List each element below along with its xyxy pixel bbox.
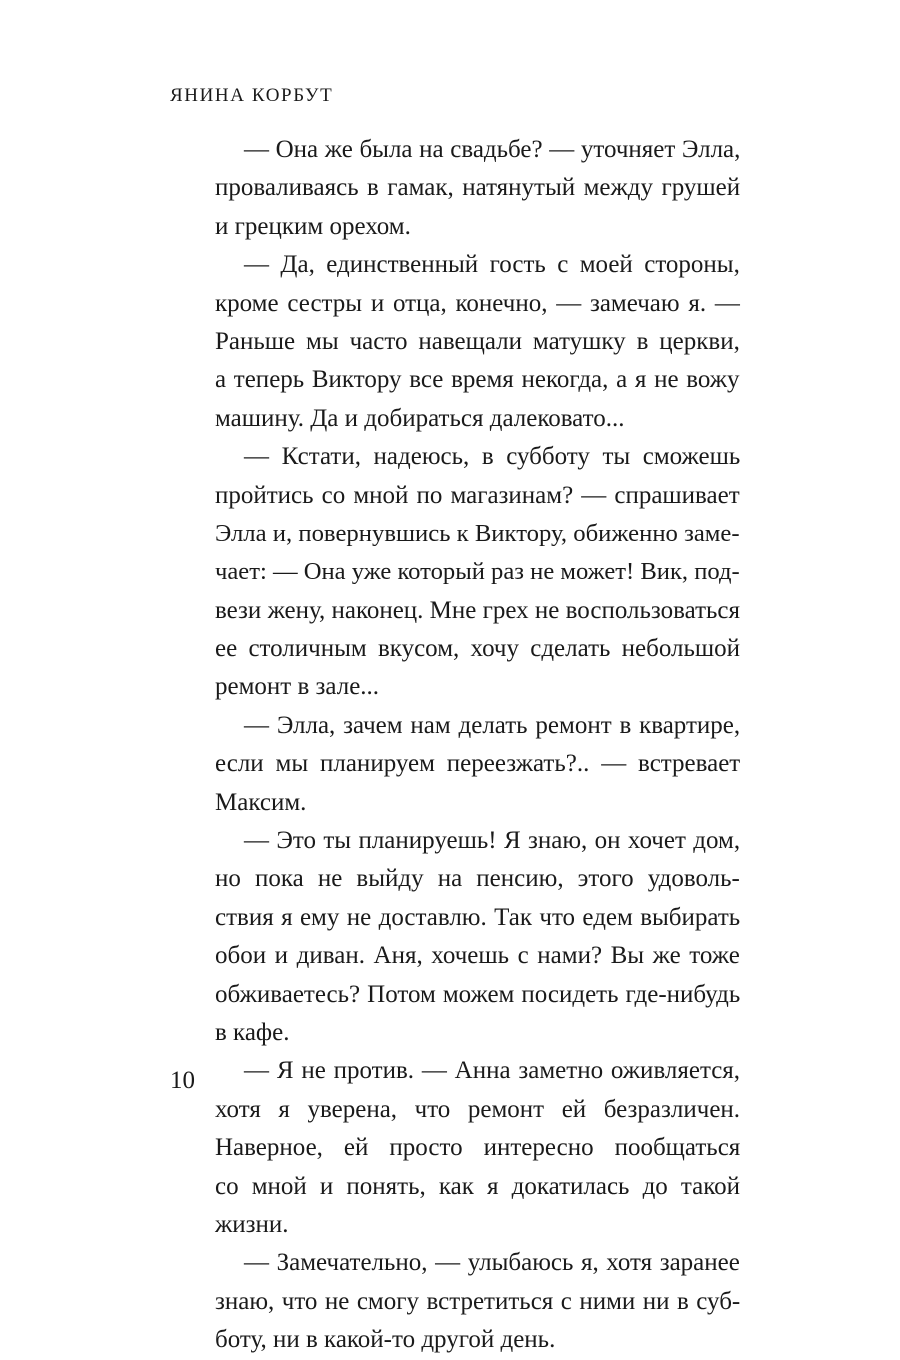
text-line: если мы планируем переезжать?.. — встревает (215, 750, 741, 778)
text-line: машину. Да и добираться далековато... (215, 404, 625, 432)
text-line: Максим. (215, 788, 307, 816)
text-line: — Она же была на свадьбе? — уточняет Элла, (244, 136, 741, 163)
text-line: — Да, единственный гость с моей стороны, (244, 251, 740, 279)
running-head: ЯНИНА КОРБУТ (170, 85, 334, 106)
text-line: кроме сестры и отца, конечно, — замечаю я. — (215, 289, 740, 317)
text-line: и грецким орехом. (215, 212, 411, 240)
text-line: но пока не выйду на пенсию, этого удоволь- (215, 865, 740, 893)
text-line: чает: — Она уже который раз не может! Вик, под- (215, 558, 740, 586)
page-number: 10 (170, 1067, 195, 1094)
text-line: — Я не против. — Анна заметно оживляется, (244, 1057, 741, 1085)
text-line: а теперь Виктору все время некогда, а я не вожу (215, 366, 740, 394)
text-line: в кафе. (215, 1018, 290, 1046)
text-line: ствия я ему не доставлю. Так что едем выбирать (215, 903, 741, 931)
text-line: — Кстати, надеюсь, в субботу ты сможешь (244, 443, 741, 471)
text-line: — Это ты планируешь! Я знаю, он хочет дом, (244, 827, 741, 855)
text-line: Элла и, повернувшись к Виктору, обиженно заме- (215, 519, 740, 547)
text-line: вези жену, наконец. Мне грех не воспользоваться (215, 596, 740, 624)
text-line: боту, ни в какой-то другой день. (215, 1326, 556, 1354)
text-line: хотя я уверена, что ремонт ей безразличен. (215, 1095, 741, 1123)
text-line: пройтись со мной по магазинам? — спрашивает (215, 481, 740, 509)
text-line: — Замечательно, — улыбаюсь я, хотя заранее (244, 1249, 740, 1277)
text-line: жизни. (215, 1210, 289, 1238)
text-line: проваливаясь в гамак, натянутый между грушей (215, 174, 741, 202)
text-line: обживаетесь? Потом можем посидеть где-нибудь (215, 980, 741, 1008)
text-line: — Элла, зачем нам делать ремонт в квартире, (244, 711, 741, 739)
text-line: знаю, что не смогу встретиться с ними ни в суб- (215, 1287, 741, 1315)
body-text (215, 131, 740, 1360)
text-line: ее столичным вкусом, хочу сделать небольшой (215, 635, 741, 663)
text-line: со мной и понять, как я докатилась до такой (215, 1172, 741, 1200)
text-line: Наверное, ей просто интересно пообщаться (215, 1134, 741, 1162)
text-line: ремонт в зале... (215, 673, 380, 701)
text-line: Раньше мы часто навещали матушку в церкви, (215, 327, 740, 355)
text-line: обои и диван. Аня, хочешь с нами? Вы же тоже (215, 942, 740, 970)
